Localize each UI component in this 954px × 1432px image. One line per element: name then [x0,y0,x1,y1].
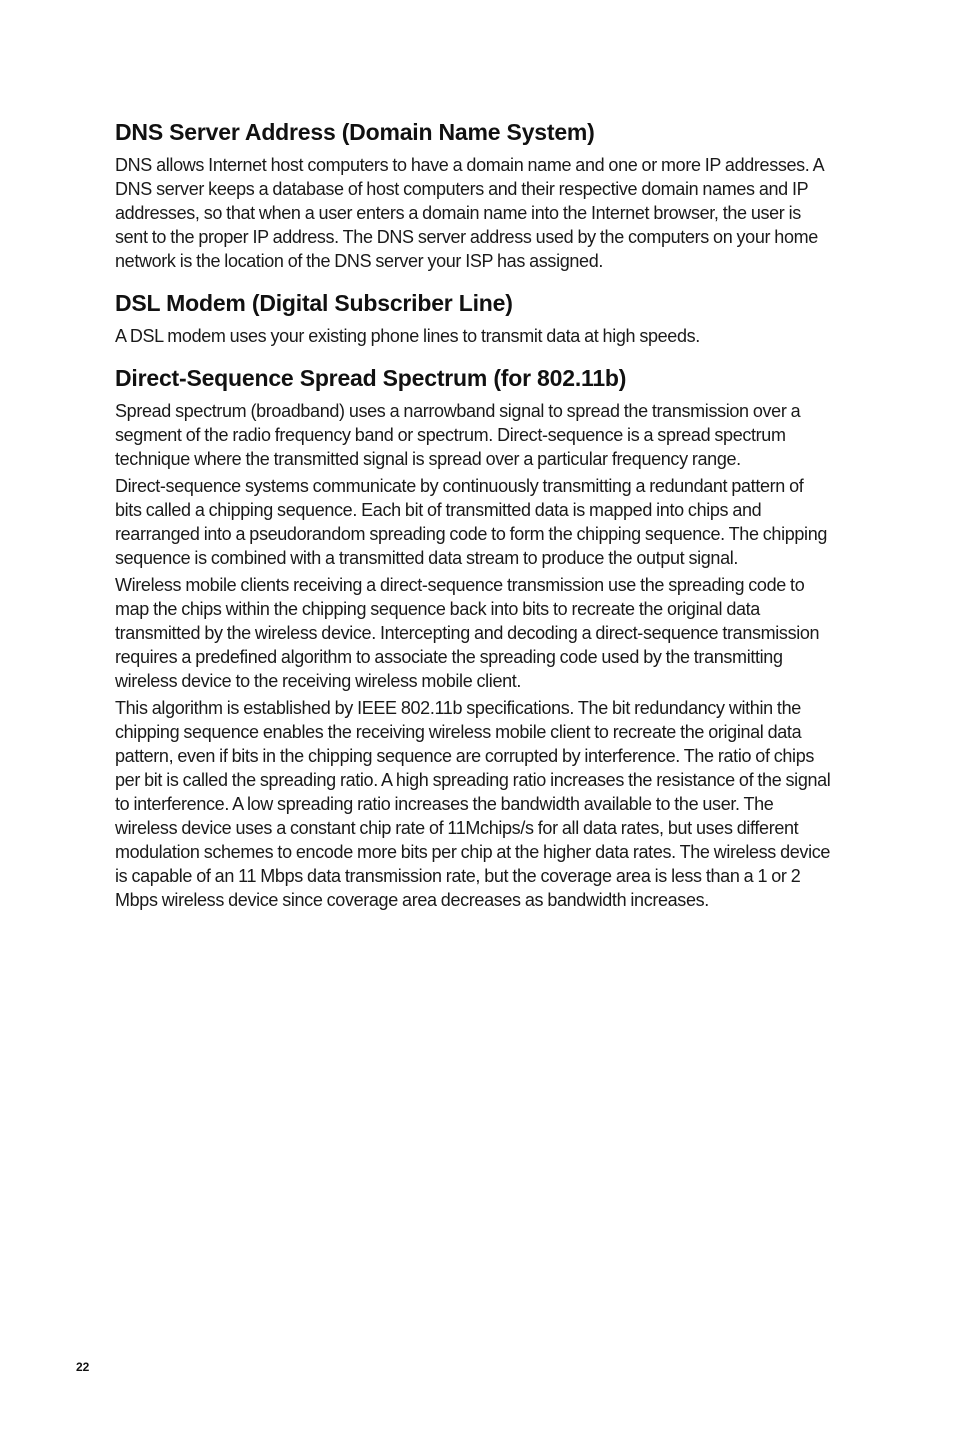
body-paragraph: Spread spectrum (broadband) uses a narrowband signal to spread the transmission over a segment of the radio frequency band or spectrum. Direct-sequence is a spread spectrum technique where the transmitted signal is spread over a particular frequency range. [115,401,801,469]
page-content [115,118,831,915]
section-heading: DNS Server Address (Domain Name System) [115,119,595,145]
body-paragraph: Direct-sequence systems communicate by continuously transmitting a redundant pattern of bits called a chipping sequence. Each bit of transmitted data is mapped into chips and rearranged into a pseudorandom spreading code to form the chipping sequence. The chipping sequence is combined with a transmitted data stream to produce the output signal. [115,476,828,568]
body-paragraph: Wireless mobile clients receiving a direct-sequence transmission use the spreading code to map the chips within the chipping sequence back into bits to recreate the original data transmitted by the wireless device. Intercepting and decoding a direct-sequence transmission requires a predefined algorithm to associate the spreading code used by the transmitting wireless device to the receiving wireless mobile client. [115,575,820,691]
body-paragraph: DNS allows Internet host computers to have a domain name and one or more IP addresses. A DNS server keeps a database of host computers and their respective domain names and IP addresses, so that when a user enters a domain name into the Internet browser, the user is sent to the proper IP address. The DNS server address used by the computers on your home network is the location of the DNS server your ISP has assigned. [115,155,824,271]
section-dsl-modem [115,289,831,348]
body-paragraph: This algorithm is established by IEEE 802.11b specifications. The bit redundancy within the chipping sequence enables the receiving wireless mobile client to recreate the original data pattern, even if bits in the chipping sequence are corrupted by interference. The ratio of chips per bit is called the spreading ratio. A high spreading ratio increases the resistance of the signal to interference. A low spreading ratio increases the bandwidth available to the user. The wireless device uses a constant chip rate of 11Mchips/s for all data rates, but uses different modulation schemes to encode more bits per chip at the higher data rates. The wireless device is capable of an 11 Mbps data transmission rate, but the coverage area is less than a 1 or 2 Mbps wireless device since coverage area decreases as bandwidth increases. [115,698,831,910]
body-paragraph: A DSL modem uses your existing phone lines to transmit data at high speeds. [115,326,700,346]
section-heading: Direct-Sequence Spread Spectrum (for 802.11b) [115,365,627,391]
page-number: 22 [76,1360,90,1374]
section-heading: DSL Modem (Digital Subscriber Line) [115,290,513,316]
section-direct-sequence-spread-spectrum [115,364,831,912]
section-dns-server-address [115,118,831,273]
